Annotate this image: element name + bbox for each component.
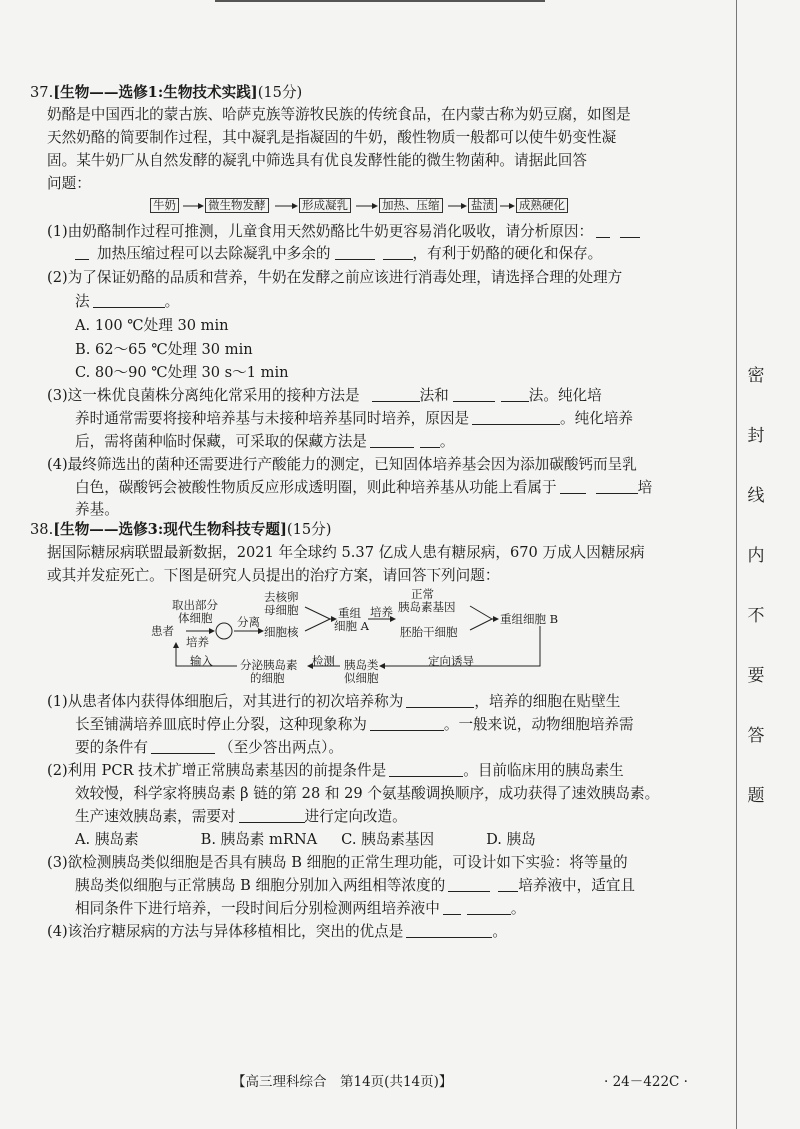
- text: 。目前临床用的胰岛素生: [463, 762, 624, 779]
- nucleus-label: 细胞核: [264, 625, 299, 639]
- sidebar-char: 不: [747, 606, 765, 626]
- sidebar-char: 答: [747, 726, 765, 746]
- flow-step: 牛奶: [150, 198, 179, 213]
- q38-intro-line: 据国际糖尿病联盟最新数据，2021 年全球约 5.37 亿成人患有糖尿病，670 万成人因糖尿病: [47, 544, 645, 561]
- q38-option-a: A. 胰岛素: [75, 831, 139, 848]
- recombined-cell-a-label: 重组: [338, 606, 361, 620]
- text: (4)该治疗糖尿病的方法与异体移植相比，突出的优点是: [47, 923, 404, 940]
- text: 法: [75, 293, 90, 310]
- text: ，培养的细胞在贴壁生: [474, 693, 621, 710]
- q38-part2-cont: [75, 807, 407, 827]
- insulin-secreting-cell-label: 分泌胰岛素: [240, 658, 298, 672]
- text: 培养液中，适宜且: [518, 877, 636, 894]
- text: 相同条件下进行培养，一段时间后分别检测两组培养液中: [75, 900, 440, 917]
- text: (1)从患者体内获得体细胞后，对其进行的初次培养称为: [47, 693, 404, 710]
- recombined-cell-b-label: 重组细胞 B: [500, 612, 559, 626]
- sidebar-char: 题: [747, 786, 765, 806]
- text: 。: [164, 293, 180, 310]
- flow-step: 盐渍: [468, 198, 497, 213]
- text: （至少答出两点）。: [218, 739, 344, 756]
- insulin-secreting-cell-label: 的细胞: [250, 671, 285, 685]
- sidebar-char: 线: [747, 486, 765, 506]
- q38-options: [75, 830, 536, 850]
- q37-part4-cont: 养基。: [75, 501, 119, 518]
- text: 法。纯化培: [528, 387, 602, 404]
- q37-part4: (4)最终筛选出的菌种还需要进行产酸能力的测定，已知固体培养基会因为添加碳酸钙而呈乳: [47, 456, 637, 473]
- islet-like-cell-label: 似细胞: [344, 671, 379, 685]
- text: 养时通常需要将接种培养基与未接种培养基同时培养，原因是: [75, 410, 470, 427]
- q38-option-d: D. 胰岛: [486, 831, 536, 848]
- separate-label: 分离: [237, 615, 260, 629]
- q38-part1: [47, 692, 620, 712]
- question-points: (15分): [286, 521, 332, 538]
- input-label: 输入: [190, 654, 213, 668]
- text: 。: [439, 433, 455, 450]
- islet-like-cell-label: 胰岛类: [344, 658, 379, 672]
- q37-part2: (2)为了保证奶酪的品质和营养，牛奶在发酵之前应该进行消毒处理，请选择合理的处理方: [47, 269, 623, 286]
- text: 。一般来说，动物细胞培养需: [443, 716, 634, 733]
- sidebar-char: 要: [747, 666, 765, 686]
- text: 白色，碳酸钙会被酸性物质反应形成透明圈，则此种培养基从功能上看属于: [75, 479, 557, 496]
- q38-part3-cont: [75, 899, 525, 919]
- sidebar-char: 密: [747, 366, 765, 386]
- text: (3)这一株优良菌株分离纯化常采用的接种方法是: [47, 387, 360, 404]
- answer-blank[interactable]: [498, 877, 518, 892]
- q37-intro-line: 天然奶酪的简要制作过程，其中凝乳是指凝固的牛奶，酸性物质一般都可以使牛奶变性凝: [47, 129, 617, 146]
- culture-label: 培养: [186, 635, 209, 649]
- flow-step: 形成凝乳: [299, 198, 351, 213]
- detect-label: 检测: [312, 654, 335, 668]
- text: 生产速效胰岛素，需要对: [75, 808, 236, 825]
- q37-intro-line: 固。某牛奶厂从自然发酵的凝乳中筛选具有优良发酵性能的微生物菌种。请据此回答: [47, 152, 587, 169]
- directed-induction-label: 定向诱导: [428, 654, 474, 668]
- normal-gene-label: 胰岛素基因: [398, 600, 456, 614]
- flow-step: 成熟硬化: [516, 198, 568, 213]
- answer-blank[interactable]: [389, 762, 463, 777]
- text: 长至铺满培养皿底时停止分裂，这种现象称为: [75, 716, 367, 733]
- answer-blank[interactable]: [151, 739, 215, 754]
- q38-part1-cont: [75, 715, 634, 735]
- enucleated-egg-label: 去核卵: [264, 590, 299, 604]
- answer-blank[interactable]: [370, 716, 444, 731]
- take-cells-label: 取出部分: [172, 598, 218, 612]
- q38-intro-line: 或其并发症死亡。下图是研究人员提出的治疗方案，请回答下列问题：: [47, 567, 500, 584]
- sidebar-char: 内: [747, 546, 765, 566]
- flow-step: 微生物发酵: [205, 198, 269, 213]
- q38-part3-cont: [75, 876, 635, 896]
- question-title: [生物——选修3:现代生物科技专题]: [53, 521, 287, 538]
- text: (2)利用 PCR 技术扩增正常胰岛素基因的前提条件是: [47, 762, 387, 779]
- q38-part3: (3)欲检测胰岛类似细胞是否具有胰岛 B 细胞的正常生理功能，可设计如下实验：将等量的: [47, 854, 628, 871]
- somatic-cell-label: 体细胞: [178, 611, 213, 625]
- text: 要的条件有: [75, 739, 148, 756]
- question-number: 37.: [30, 84, 54, 101]
- text: 。: [492, 923, 507, 940]
- question-number: 38.: [30, 521, 54, 538]
- patient-label: 患者: [151, 624, 174, 638]
- q38-part2: [47, 761, 624, 781]
- text: 。: [510, 900, 526, 917]
- answer-blank[interactable]: [443, 900, 461, 915]
- culture-label: 培养: [370, 605, 393, 619]
- q38-part1-cont: [75, 738, 343, 758]
- stem-cell-label: 胚胎干细胞: [400, 625, 458, 639]
- question-points: (15分): [257, 84, 303, 101]
- q38-option-c: C. 胰岛素基因: [341, 831, 435, 848]
- answer-blank[interactable]: [406, 693, 474, 708]
- text: 胰岛类似细胞与正常胰岛 B 细胞分别加入两组相等浓度的: [75, 877, 446, 894]
- page-footer: 【高三理科综合 第14页(共14页)】: [232, 1074, 453, 1090]
- q38-part4: [47, 922, 507, 942]
- question-title: [生物——选修1:生物技术实践]: [53, 84, 258, 101]
- q37-option-a: A. 100 ℃处理 30 min: [75, 317, 229, 334]
- text: 加热压缩过程可以去除凝乳中多余的: [97, 245, 331, 262]
- enucleated-egg-label: 母细胞: [264, 603, 299, 617]
- q37-option-b: B. 62～65 ℃处理 30 min: [75, 341, 253, 358]
- text: 后，需将菌种临时保藏，可采取的保藏方法是: [75, 433, 367, 450]
- q38-option-b: B. 胰岛素 mRNA: [200, 831, 318, 848]
- normal-gene-label: 正常: [411, 587, 434, 601]
- exam-code: · 24－422C ·: [604, 1074, 688, 1090]
- text: (1)由奶酪制作过程可推测，儿童食用天然奶酪比牛奶更容易消化吸收，请分析原因：: [47, 223, 594, 240]
- answer-blank[interactable]: [448, 877, 490, 892]
- flow-step: 加热、压缩: [379, 198, 443, 213]
- answer-blank[interactable]: [406, 923, 492, 938]
- q38-part2-cont: 效较慢，科学家将胰岛素 β 链的第 28 和 29 个氨基酸调换顺序，成功获得了速效胰岛素。: [75, 785, 660, 802]
- text: 法和: [419, 387, 449, 404]
- q37-intro-line: 奶酪是中国西北的蒙古族、哈萨克族等游牧民族的传统食品，在内蒙古称为奶豆腐，如图是: [47, 106, 631, 123]
- recombined-cell-a-label: 细胞 A: [334, 619, 369, 633]
- answer-blank[interactable]: [239, 808, 305, 823]
- q37-intro-line: 问题：: [47, 175, 91, 192]
- text: 进行定向改造。: [304, 808, 407, 825]
- sidebar-char: 封: [747, 426, 765, 446]
- text: ，有利于奶酪的硬化和保存。: [412, 245, 603, 262]
- answer-blank[interactable]: [467, 900, 511, 915]
- text: 。纯化培养: [560, 410, 634, 427]
- q37-option-c: C. 80～90 ℃处理 30 s～1 min: [75, 364, 289, 381]
- text: 培: [637, 479, 653, 496]
